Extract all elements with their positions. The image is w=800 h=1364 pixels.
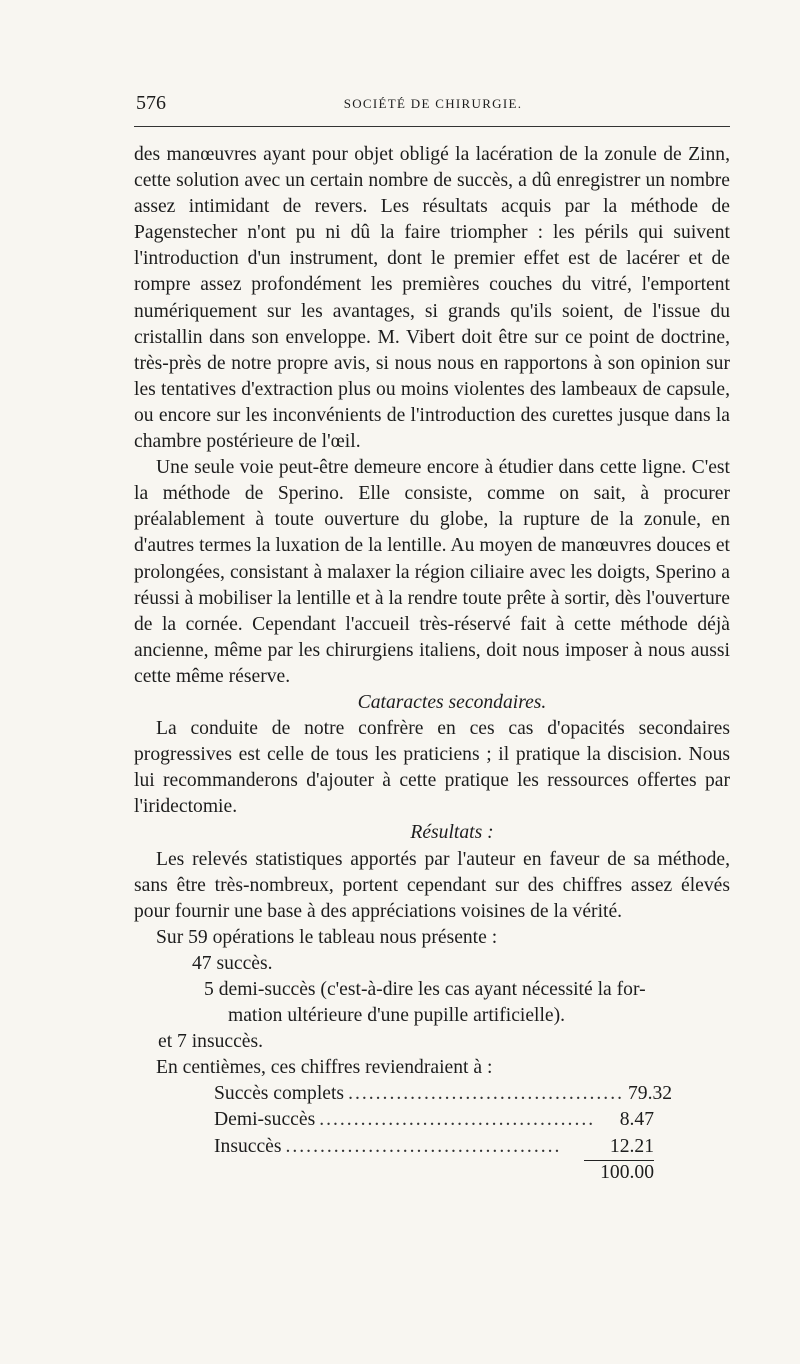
running-head: SOCIÉTÉ DE CHIRURGIE. bbox=[343, 96, 523, 111]
line-operations-total: Sur 59 opérations le tableau nous présente : bbox=[156, 926, 498, 948]
paragraph-sperino: Une seule voie peut-être demeure encore à étudier dans cette ligne. C'est la méthode de Sperino. Elle consiste, comme on sait, à procurer préalablement à toute ouverture du globe, la rupture de la zonule, en d'autres termes la luxation de la lentille. Au moyen de manœuvres douces et prolongées, consistant à malaxer la région ciliaire avec les doigts, Sperino a réussi à mobiliser la lentille et à la rendre toute prête à sortir, dès l'ouverture de la cornée. Cependant l'accueil très-réservé fait à cette méthode déjà ancienne, même par les chirurgiens italiens, doit nous imposer à nous aussi cette même réserve. bbox=[134, 457, 730, 687]
row-value-demi-succes: 8.47 bbox=[619, 1109, 654, 1131]
row-label-succes-complets: Succès complets bbox=[214, 1083, 345, 1105]
row-value-succes-complets: 79.32 bbox=[628, 1083, 673, 1105]
page-header bbox=[136, 92, 730, 116]
line-demi-succes-cont: mation ultérieure d'une pupille artificielle). bbox=[228, 1005, 566, 1027]
leader-dots: ........................................ bbox=[348, 1083, 624, 1105]
table-row bbox=[214, 1081, 673, 1107]
page-body bbox=[134, 142, 730, 1186]
total-value: 100.00 bbox=[600, 1161, 654, 1183]
line-succes: 47 succès. bbox=[192, 952, 273, 974]
table-total-row bbox=[214, 1160, 654, 1186]
results-table bbox=[214, 1081, 673, 1185]
paragraph-resultats: Les relevés statistiques apportés par l'auteur en faveur de sa méthode, sans être très-nombreux, portent cependant sur des chiffres assez élevés pour fournir une base à des appréciations voisines de la vérité. bbox=[134, 848, 730, 922]
header-rule bbox=[134, 126, 730, 127]
page-number: 576 bbox=[136, 92, 166, 114]
line-centiemes: En centièmes, ces chiffres reviendraient à : bbox=[156, 1057, 493, 1079]
table-row bbox=[214, 1134, 654, 1160]
row-value-insucces: 12.21 bbox=[584, 1134, 654, 1161]
paragraph-cataractes: La conduite de notre confrère en ces cas d'opacités secondaires progressives est celle de tous les praticiens ; il pratique la discision. Nous lui recommanderons d'ajouter à cette pratique les ressources offertes par l'iridectomie. bbox=[134, 718, 730, 818]
section-title-cataractes: Cataractes secondaires. bbox=[357, 691, 547, 713]
paragraph-continued: des manœuvres ayant pour objet obligé la lacération de la zonule de Zinn, cette solution avec un certain nombre de succès, a dû enregistrer un nombre assez intimidant de revers. Les résultats acquis par la méthode de Pagenstecher n'ont pu ni dû la faire triompher : les périls qui suivent l'introduction d'un instrument, dont le premier effet est de lacérer et de rompre assez profondément les premières couches du vitré, l'emportent numériquement sur les avantages, si grands qu'ils soient, de l'issue du cristallin dans son enveloppe. M. Vibert doit être sur ce point de doctrine, très-près de notre propre avis, si nous nous en rapportons à son opinion sur les tentatives d'extraction plus ou moins violentes des lambeaux de capsule, ou encore sur les inconvénients de l'introduction des curettes jusque dans la chambre postérieure de l'œil. bbox=[134, 144, 730, 453]
line-demi-succes: 5 demi-succès (c'est-à-dire les cas ayant nécessité la for- bbox=[204, 979, 646, 1000]
leader-dots: ........................................ bbox=[319, 1109, 596, 1131]
row-label-demi-succes: Demi-succès bbox=[214, 1109, 316, 1131]
line-insucces: et 7 insuccès. bbox=[158, 1031, 264, 1053]
table-row bbox=[214, 1107, 654, 1133]
leader-dots: ........................................ bbox=[285, 1135, 562, 1157]
row-label-insucces: Insuccès bbox=[214, 1135, 282, 1157]
section-title-resultats: Résultats : bbox=[410, 822, 494, 844]
